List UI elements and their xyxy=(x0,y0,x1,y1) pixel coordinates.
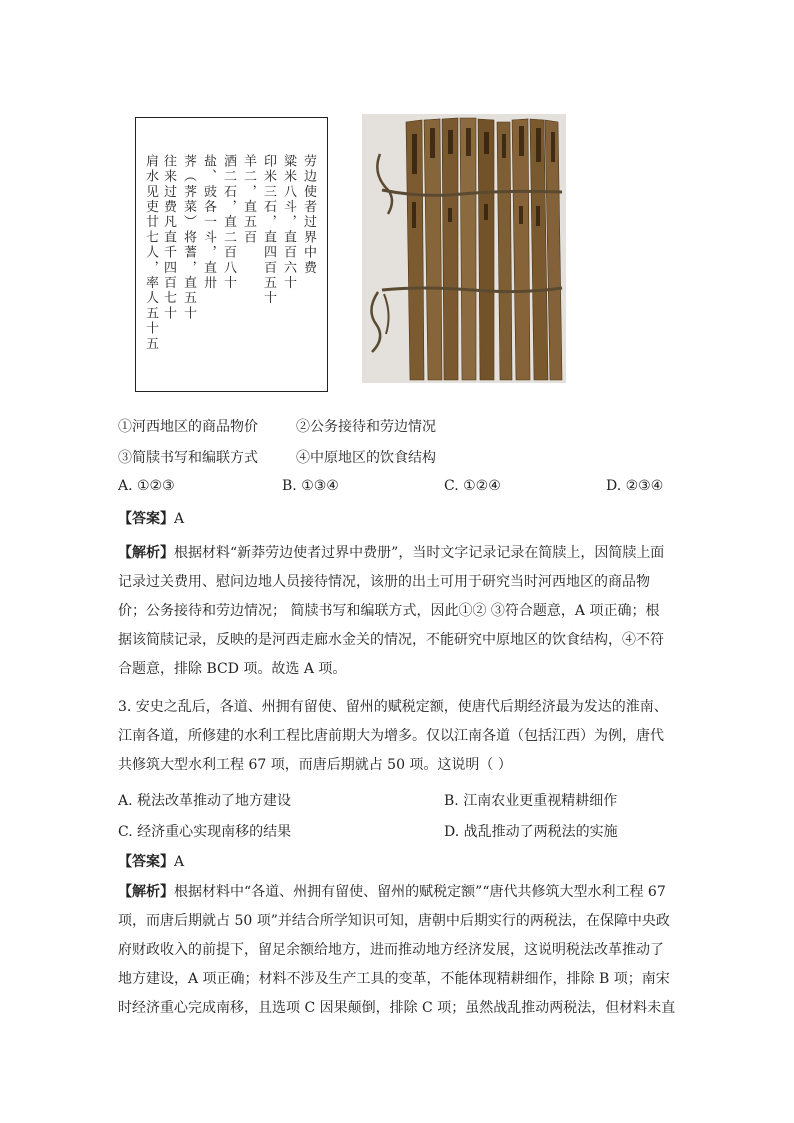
analysis-line: 时经济重心完成南移，且选项 C 因果颠倒，排除 C 项；虽然战乱推动两税法，但材料未直 xyxy=(118,1000,676,1016)
q2-answer xyxy=(118,508,184,528)
q2-item: ③简牍书写和编联方式 xyxy=(118,450,258,466)
q3-option-a: A. 税法改革推动了地方建设 xyxy=(118,793,292,809)
answer-label: 【答案】 xyxy=(118,511,174,527)
q2-option-a: A. ①②③ xyxy=(118,478,175,494)
transcription-column: 酒二石，直二百八十 xyxy=(221,154,236,291)
q3-option-b: B. 江南农业更重视精耕细作 xyxy=(444,793,618,809)
q2-item: ④中原地区的饮食结构 xyxy=(296,450,436,466)
bamboo-slips-image xyxy=(362,114,566,383)
answer-value: A xyxy=(174,854,185,870)
answer-value: A xyxy=(174,511,185,527)
q3-answer xyxy=(118,851,184,871)
analysis-label: 【解析】 xyxy=(118,545,174,561)
analysis-line: 地方建设，A 项正确；材料不涉及生产工具的变革，不能体现精耕细作，排除 B 项；南宋 xyxy=(118,971,670,987)
stem-line: 江南各道，所修建的水利工程比唐前期大为增多。仅以江南各道（包括江西）为例，唐代 xyxy=(118,728,664,744)
analysis-label: 【解析】 xyxy=(118,884,174,900)
bamboo-slips-photo xyxy=(362,114,566,383)
transcription-column: 粱米八斗，直百六十 xyxy=(281,154,296,291)
q2-analysis xyxy=(118,539,678,684)
transcription-column: 羊二，直五百 xyxy=(241,154,256,246)
q2-item: ①河西地区的商品物价 xyxy=(118,419,258,435)
q3-option-d: D. 战乱推动了两税法的实施 xyxy=(444,824,618,840)
stem-line: 3. 安史之乱后，各道、州拥有留使、留州的赋税定额，使唐代后期经济最为发达的淮南、 xyxy=(118,699,668,715)
transcription-column: 盐、豉各一斗，直卅 xyxy=(201,154,216,291)
stem-line: 共修筑大型水利工程 67 项，而唐后期就占 50 项。这说明（ ） xyxy=(118,757,512,773)
analysis-line: 府财政收入的前提下，留足余额给地方，进而推动地方经济发展，这说明税法改革推动了 xyxy=(118,942,664,958)
analysis-line: 记录过关费用、慰问边地人员接待情况，该册的出土可用于研究当时河西地区的商品物 xyxy=(118,574,650,590)
transcription-column: 劳边使者过界中费 xyxy=(301,154,316,276)
transcription-column: 印米三石，直四百五十 xyxy=(261,154,276,306)
transcription-column: 肩水见吏廿七人，率人五十五 xyxy=(143,154,158,352)
analysis-line: 价；公务接待和劳边情况； 简牍书写和编联方式，因此①② ③符合题意，A 项正确；根 xyxy=(118,603,660,619)
q2-option-b: B. ①③④ xyxy=(282,478,339,494)
analysis-line: 据该简牍记录，反映的是河西走廊水金关的情况，不能研究中原地区的饮食结构，④不符 xyxy=(118,632,664,648)
transcription-column: 往来过费凡直千四百七十 xyxy=(161,154,176,322)
q3-analysis xyxy=(118,878,678,1023)
analysis-line: 根据材料“新莽劳边使者过界中费册”，当时文字记录记录在简牍上，因简牍上面 xyxy=(174,545,665,561)
transcription-box xyxy=(135,117,328,392)
q2-item: ②公务接待和劳边情况 xyxy=(296,419,436,435)
analysis-line: 根据材料中“各道、州拥有留使、留州的赋税定额”“唐代共修筑大型水利工程 67 xyxy=(174,884,666,900)
transcription-column: 荠（荠菜）将蓍，直五十 xyxy=(181,154,196,322)
analysis-line: 项，而唐后期就占 50 项”并结合所学知识可知，唐朝中后期实行的两税法，在保障中央政 xyxy=(118,913,670,929)
answer-label: 【答案】 xyxy=(118,854,174,870)
q2-option-d: D. ②③④ xyxy=(606,478,664,494)
q2-option-c: C. ①②④ xyxy=(444,478,501,494)
analysis-line: 合题意，排除 BCD 项。故选 A 项。 xyxy=(118,661,347,677)
q3-stem xyxy=(118,693,678,780)
q3-option-c: C. 经济重心实现南移的结果 xyxy=(118,824,292,840)
